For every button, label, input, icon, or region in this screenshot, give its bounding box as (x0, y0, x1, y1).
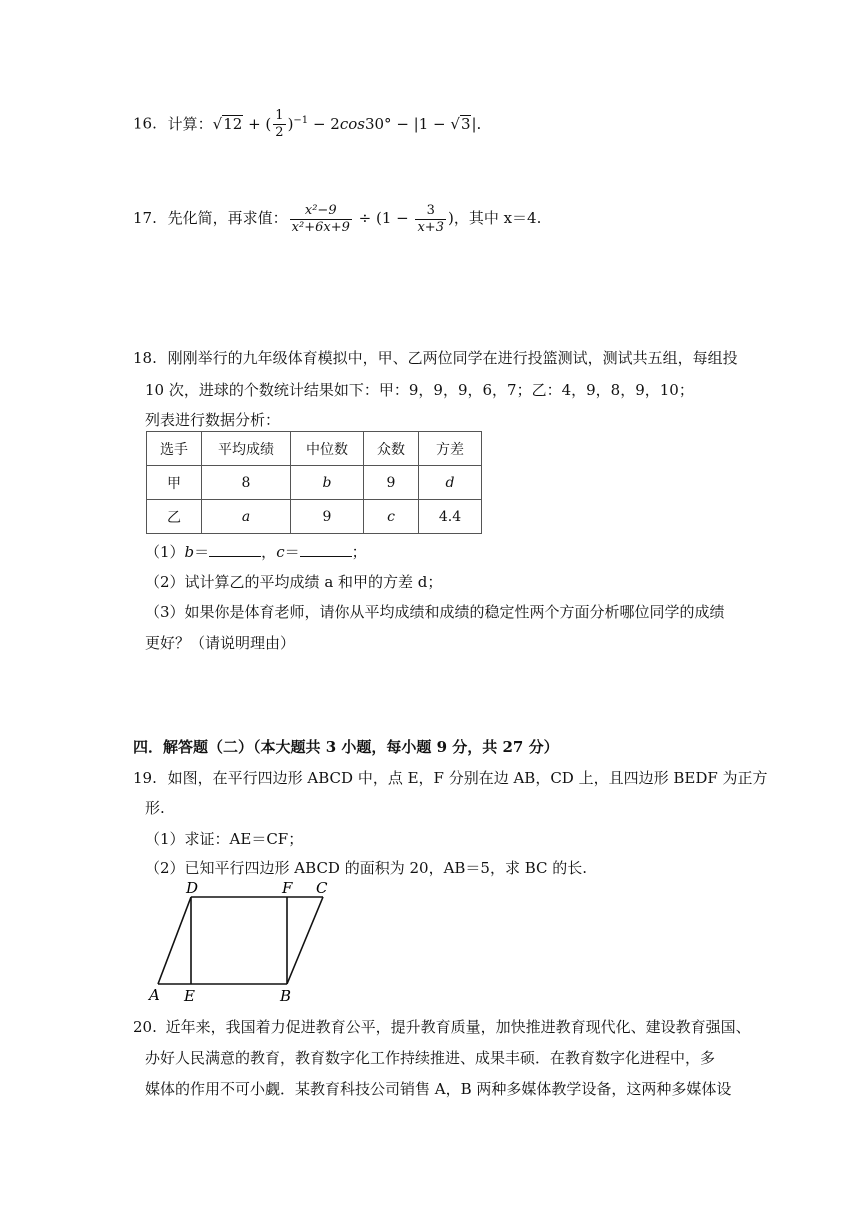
table-cell: 乙 (147, 500, 202, 534)
q16-exponent: −1 (293, 114, 309, 126)
label-F: F (282, 879, 293, 897)
table-row (147, 466, 482, 500)
q18-line3: 列表进行数据分析： (145, 411, 281, 429)
label-A: A (149, 986, 160, 1004)
q16 (133, 108, 481, 141)
table-header-cell: 中位数 (291, 432, 364, 466)
table-cell: 甲 (147, 466, 202, 500)
q18-number: 18. (133, 349, 157, 367)
q16-expression: √12 + ( $\frac{1}{2}$ )$^{-1}$ − 2cos30° − |1 − √3|. (212, 108, 482, 140)
table-cell: 9 (364, 466, 419, 500)
table-row (147, 500, 482, 534)
q16-sqrt3: 3 (460, 114, 471, 133)
q19-figure (145, 876, 345, 1006)
q17-fraction-1: $\frac{\text{x²−9}}{\text{x²+6x+9}}$ (291, 202, 350, 235)
q16-sqrt12: 12 (223, 114, 243, 133)
q18-line2: 10 次，进球的个数统计结果如下：甲：9，9，9，6，7；乙：4，9，8，9，10； (145, 381, 694, 399)
q18-sub3-line2: 更好？（请说明理由） (145, 634, 296, 652)
q17-lead: 先化简，再求值： (167, 209, 288, 227)
q17: 17. 先化简，再求值： $\frac{\text{x²−9}}{\text{x²+6x+9}}$ ÷ (1 − $\frac{3}{x+3}$ )，其中 x＝4. (133, 202, 542, 235)
label-D: D (186, 879, 199, 897)
q17-number: 17. (133, 209, 157, 227)
table-cell: a (202, 500, 291, 534)
table-header-cell: 方差 (419, 432, 482, 466)
q20-number: 20. (133, 1018, 157, 1036)
q18-sub3-line1: （3）如果你是体育老师，请你从平均成绩和成绩的稳定性两个方面分析哪位同学的成绩 (145, 603, 725, 621)
table-cell: b (291, 466, 364, 500)
answer-blank-c[interactable] (300, 542, 352, 557)
table-cell: c (364, 500, 419, 534)
label-C: C (316, 879, 328, 897)
table-header-cell: 众数 (364, 432, 419, 466)
table-cell: 8 (202, 466, 291, 500)
answer-blank-b[interactable] (209, 542, 261, 557)
segment-BC (287, 897, 323, 984)
label-B: B (280, 987, 292, 1005)
q19-line2: 形. (145, 799, 165, 817)
q19-sub2: （2）已知平行四边形 ABCD 的面积为 20，AB＝5，求 BC 的长. (145, 859, 588, 877)
q18-line1: 18. 刚刚举行的九年级体育模拟中，甲、乙两位同学在进行投篮测试，测试共五组，每组投 (133, 349, 738, 367)
q18-data-table (146, 431, 482, 534)
q20-line1: 20. 近年来，我国着力促进教育公平，提升教育质量，加快推进教育现代化、建设教育强国、 (133, 1018, 751, 1036)
q20-line3: 媒体的作用不可小觑．某教育科技公司销售 A，B 两种多媒体教学设备，这两种多媒体设 (145, 1080, 732, 1098)
section-heading: 四．解答题（二）（本大题共 3 小题，每小题 9 分，共 27 分） (133, 738, 559, 756)
q20-line2: 办好人民满意的教育，教育数字化工作持续推进、成果丰硕．在教育数字化进程中，多 (145, 1049, 716, 1067)
q16-lead: 计算： (167, 114, 213, 133)
table-header-cell: 选手 (147, 432, 202, 466)
table-header-row (147, 432, 482, 466)
table-cell: d (419, 466, 482, 500)
q19-number: 19. (133, 769, 157, 787)
q19-sub1: （1）求证：AE＝CF； (145, 830, 304, 848)
table-header-cell: 平均成绩 (202, 432, 291, 466)
label-E: E (184, 987, 195, 1005)
q18-sub2: （2）试计算乙的平均成绩 a 和甲的方差 d； (145, 573, 443, 591)
segment-AD (158, 897, 191, 984)
q19-line1: 19. 如图，在平行四边形 ABCD 中，点 E，F 分别在边 AB，CD 上，且四边形 BEDF 为正方 (133, 769, 768, 787)
table-cell: 9 (291, 500, 364, 534)
table-cell: 4.4 (419, 500, 482, 534)
q17-fraction-2: $\frac{3}{x+3}$ (417, 202, 444, 235)
q16-fraction: $\frac{1}{2}$ (275, 108, 284, 140)
q18-sub1: （1）b＝ ，c＝ ； (145, 543, 367, 561)
q16-number: 16. (133, 114, 157, 133)
